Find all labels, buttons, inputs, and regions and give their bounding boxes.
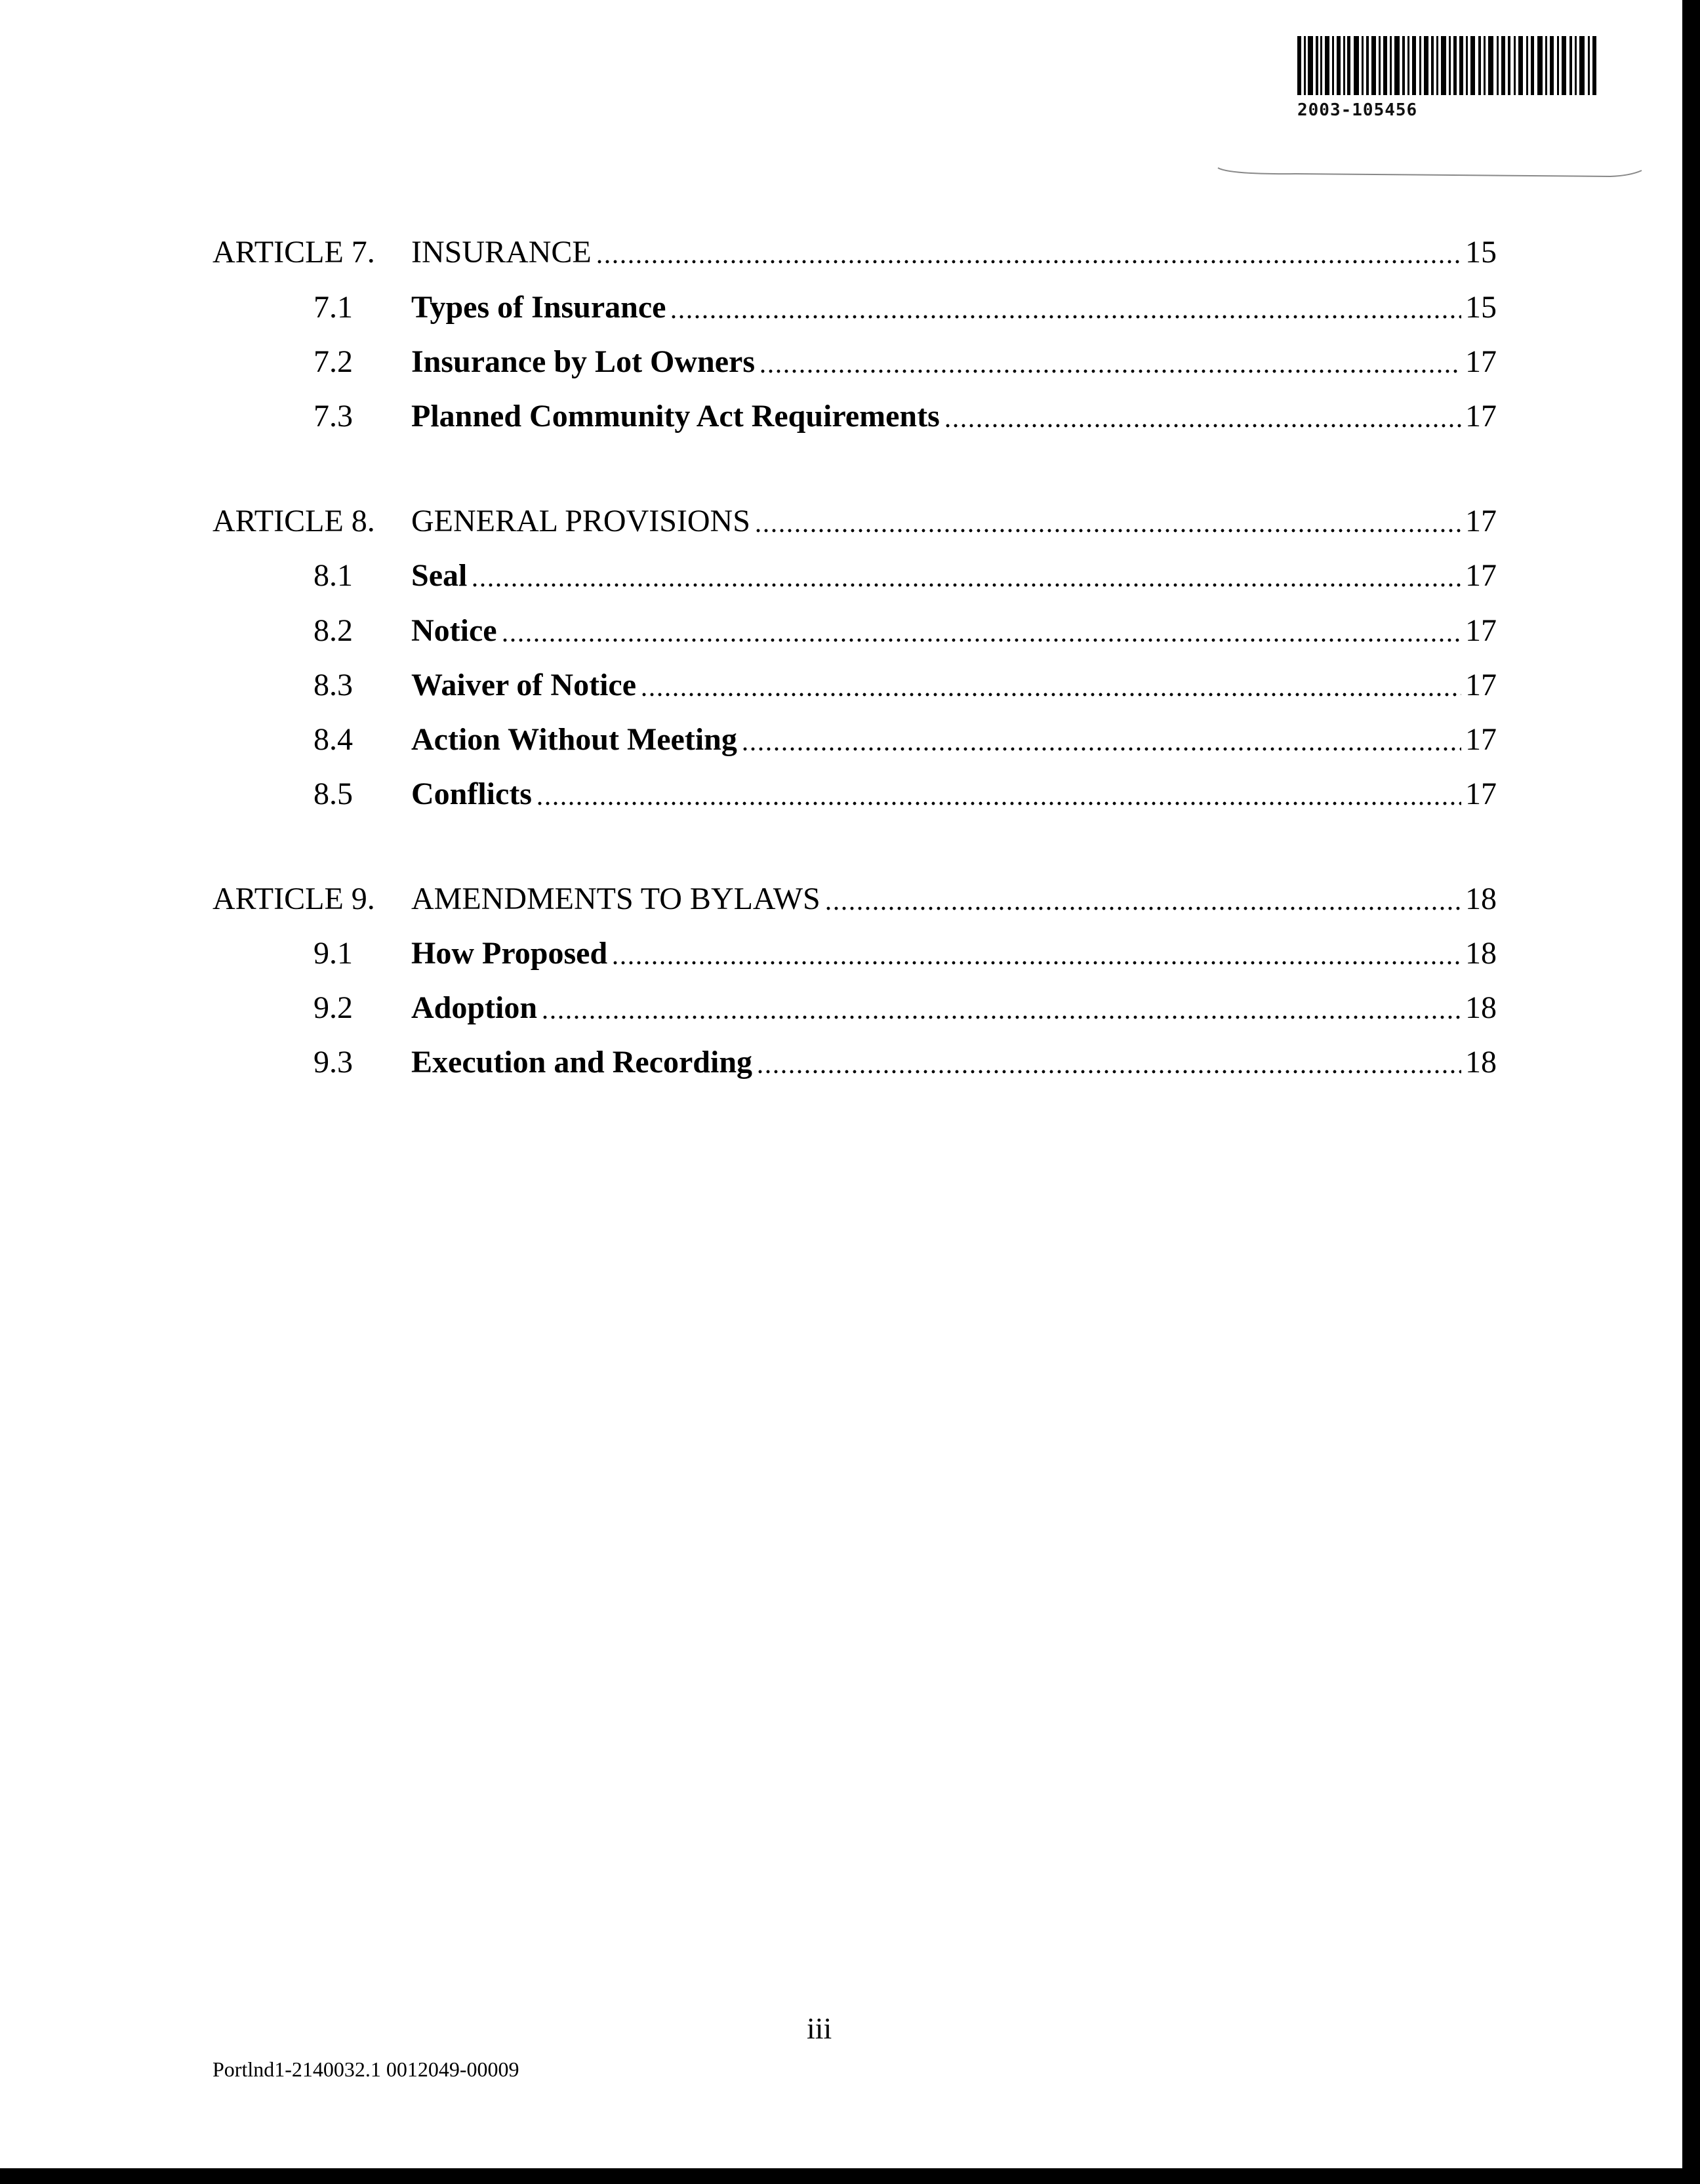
article-title: AMENDMENTS TO BYLAWS: [411, 881, 820, 916]
page-ref: 17: [1465, 777, 1497, 811]
page-ref: 17: [1465, 344, 1497, 379]
page-ref: 18: [1465, 990, 1497, 1025]
dot-leader: [640, 691, 1461, 698]
dot-leader: [944, 422, 1461, 430]
dot-leader: [754, 527, 1461, 535]
article-number: ARTICLE 9.: [212, 881, 375, 916]
dot-leader: [501, 636, 1461, 644]
section-title: Notice: [411, 613, 497, 648]
section-title: Conflicts: [411, 777, 532, 811]
section-title: Execution and Recording: [411, 1045, 753, 1080]
article-title: GENERAL PROVISIONS: [411, 504, 750, 538]
dot-leader: [756, 1068, 1461, 1076]
section-number: 9.3: [314, 1045, 353, 1080]
barcode-number: 2003-105456: [1297, 100, 1418, 120]
section-title: How Proposed: [411, 936, 608, 971]
page-ref: 18: [1465, 1045, 1497, 1080]
section-title: Action Without Meeting: [411, 722, 737, 757]
article-title: INSURANCE: [411, 235, 592, 270]
section-title: Waiver of Notice: [411, 668, 637, 702]
document-id: Portlnd1-2140032.1 0012049-00009: [212, 2057, 519, 2081]
dot-leader: [741, 745, 1461, 753]
page-ref: 17: [1465, 613, 1497, 648]
toc-article-9[interactable]: [0, 880, 1682, 919]
toc-section-8-2[interactable]: [0, 611, 1682, 651]
toc-section-8-4[interactable]: [0, 720, 1682, 759]
toc-section-9-2[interactable]: [0, 988, 1682, 1028]
toc-section-8-5[interactable]: [0, 775, 1682, 814]
section-title: Insurance by Lot Owners: [411, 344, 756, 379]
toc-section-7-1[interactable]: [0, 288, 1682, 327]
section-number: 8.1: [314, 558, 353, 593]
section-number: 8.3: [314, 668, 353, 702]
section-number: 8.2: [314, 613, 353, 648]
section-number: 9.2: [314, 990, 353, 1025]
section-number: 7.2: [314, 344, 353, 379]
page-ref: 15: [1465, 235, 1497, 270]
page-ref: 17: [1465, 399, 1497, 434]
page-ref: 18: [1465, 936, 1497, 971]
toc-section-8-1[interactable]: [0, 556, 1682, 596]
section-title: Seal: [411, 558, 468, 593]
toc-section-7-3[interactable]: [0, 397, 1682, 436]
toc-section-7-2[interactable]: [0, 342, 1682, 382]
page-ref: 17: [1465, 668, 1497, 702]
dot-leader: [541, 1013, 1461, 1021]
section-title: Types of Insurance: [411, 290, 666, 325]
section-number: 7.3: [314, 399, 353, 434]
section-number: 8.5: [314, 777, 353, 811]
article-number: ARTICLE 8.: [212, 504, 375, 538]
page-ref: 17: [1465, 504, 1497, 538]
section-number: 9.1: [314, 936, 353, 971]
dot-leader: [611, 959, 1461, 967]
article-number: ARTICLE 7.: [212, 235, 375, 270]
page-ref: 15: [1465, 290, 1497, 325]
dot-leader: [670, 313, 1461, 321]
page-ref: 17: [1465, 558, 1497, 593]
section-number: 7.1: [314, 290, 353, 325]
page-ref: 17: [1465, 722, 1497, 757]
toc-section-8-3[interactable]: [0, 666, 1682, 705]
section-title: Planned Community Act Requirements: [411, 399, 940, 434]
dot-leader: [824, 904, 1461, 912]
toc-article-7[interactable]: [0, 233, 1682, 272]
section-number: 8.4: [314, 722, 353, 757]
toc-article-8[interactable]: [0, 502, 1682, 541]
page-ref: 18: [1465, 881, 1497, 916]
dot-leader: [471, 581, 1461, 589]
dot-leader: [536, 799, 1461, 807]
page-number: iii: [807, 2012, 832, 2045]
dot-leader: [596, 258, 1461, 266]
toc-section-9-3[interactable]: [0, 1043, 1682, 1082]
section-title: Adoption: [411, 990, 538, 1025]
dot-leader: [759, 367, 1461, 375]
toc-section-9-1[interactable]: [0, 934, 1682, 973]
